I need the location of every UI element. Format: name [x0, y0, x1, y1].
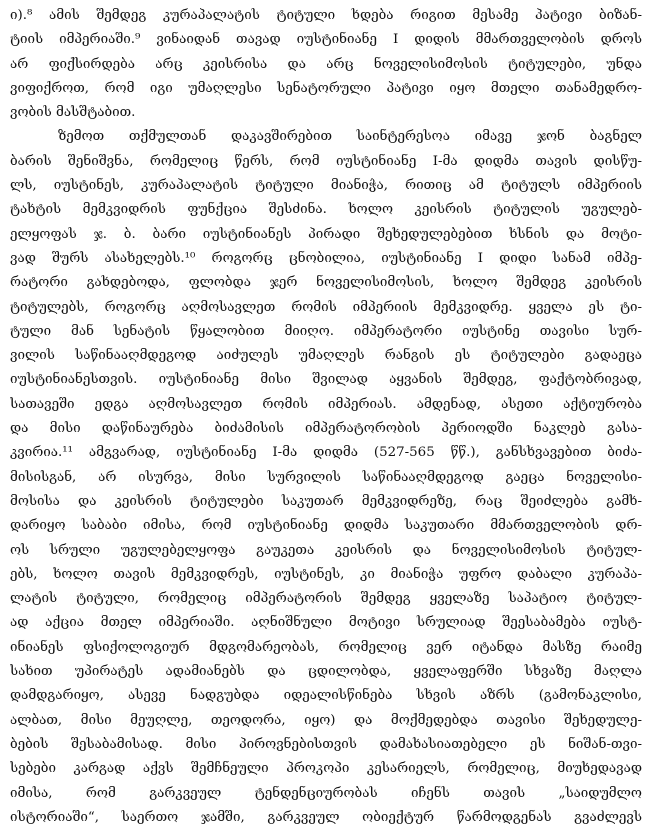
text-line: სახით უპირატეს ადამიანებს და ცდილობდა, ყველაფერში სხვაზე მაღლა	[10, 664, 642, 680]
text-line: ვილის საწინააღმდეგოდ აიძულეს უმაღლეს რანგის ეს ტიტულები გადაეცა	[10, 348, 642, 364]
text-line: ტიის იმპერიაში.⁹ ვინაიდან თავად იუსტინიანე I დიდის მმართველობის დროს	[10, 32, 642, 48]
text-line: მისისგან, არ ისურვა, მისი სურვილის საწინააღმდეგოდ გაეცა ნოველისი-	[10, 469, 642, 485]
text-line: რატორი გახდებოდა, ფლობდა ჯერ ნოველისიმოსის, ხოლო შემდეგ კეისრის	[10, 275, 642, 291]
text-line: ინიანეს ფსიქოლოგიურ მდგომარეობას, რომელიც ვერ იტანდა მასზე რაიმე	[10, 639, 642, 655]
text-line: დარიყო საბაბი იმისა, რომ იუსტინიანე დიდმა საკუთარი მმართველობის დრ-	[10, 518, 642, 534]
text-line: ტული მან სენატის წყალობით მიიღო. იმპერატორი იუსტინე თავისი სურ-	[10, 323, 642, 339]
paragraph-1	[10, 4, 642, 125]
text-line: ვად შურს ასახელებს.¹⁰ როგორც ცნობილია, იუსტინიანე I დიდი სანამ იმპე-	[10, 250, 642, 266]
document-page	[10, 4, 642, 830]
text-line: ბების შესაბამისად. მისი პიროვნებისთვის დამახასიათებელი ეს ნიშან-თვი-	[10, 736, 642, 752]
text-line: ალბათ, მისი მეუღლე, თეოდორა, იყო) და მოქმედებდა თავისი შეხედულე-	[10, 712, 642, 728]
text-line: მოსისა და კეისრის ტიტულები საკუთარ მემკვიდრეზე, რაც შეიძლება გამხ-	[10, 493, 642, 509]
text-line: ლატის ტიტული, რომელიც იმპერატორის შემდეგ ყველაზე საპატიო ტიტულ-	[10, 591, 642, 607]
text-line: არ ფიქსირდება არც კეისრისა და არც ნოველისიმოსის ტიტულები, უნდა	[10, 56, 642, 72]
text-line: ტახტის მემკვიდრის ფუნქცია შესძინა. ხოლო კეისრის ტიტულის უგულებ-	[10, 202, 642, 218]
text-line: ებს, ხოლო თავის მემკვიდრეს, იუსტინეს, კი მიანიჭა უფრო დაბალი კურაპა-	[10, 566, 642, 582]
text-line: იუსტინიანესთვის. იუსტინიანე მისი შვილად აყვანის შემდეგ, ფაქტობრივად,	[10, 372, 642, 388]
text-line: იმისა, რომ გარკვეულ ტენდენციურობას იჩენს თავის „საიდუმლო	[10, 785, 642, 801]
text-line: და მისი დაწინაურება ბიძამისის იმპერატორობის პერიოდში ნაკლებ გასა-	[10, 421, 642, 437]
text-line: დამდგარიყო, ასევე ნადგუბდა იდეალისწინება სხვის აზრს (გამონაკლისი,	[10, 688, 642, 704]
paragraph-2	[10, 125, 642, 830]
text-line: ზემოთ თქმულთან დაკავშირებით საინტერესოა იმავე ჯონ ბაგნელ	[58, 129, 642, 145]
text-line: ვობის მასშტაბით.	[10, 105, 136, 121]
text-line: ად აქცია მთელ იმპერიაში. აღნიშნული მოტივი სრულიად შეესაბამება იუსტ-	[10, 615, 642, 631]
text-line: ისტორიაში“, საერთო ჯამში, გარკვეულ ობიექტურ წარმოდგენას გვაძლევს	[10, 809, 642, 825]
text-line: ი).⁸ ამის შემდეგ კურაპალატის ტიტული ხდება რიგით მესამე პატივი ბიზან-	[10, 8, 642, 23]
text-line: ელყოფას ჯ. ბ. ბარი იუსტინიანეს პირადი შეხედულებებით ხსნის და მოტი-	[10, 226, 642, 242]
text-line: კვირია.¹¹ ამგვარად, იუსტინიანე I-მა დიდმა (527-565 წწ.), განსხვავებით ბიძა-	[10, 445, 642, 461]
text-line: ლს, იუსტინეს, კურაპალატის ტიტული მიანიჭა, რითიც ამ ტიტულს იმპერიის	[10, 178, 642, 194]
text-line: სებები კარგად აქვს შემჩნეული პროკოპი კესარიელს, რომელიც, მიუხედავად	[10, 761, 642, 777]
text-line: სათავეში ედგა აღმოსავლეთ რომის იმპერიას. ამდენად, ასეთი აქტიურობა	[10, 396, 642, 412]
text-line: ბარის შენიშვნა, რომელიც წერს, რომ იუსტინიანე I-მა დიდმა თავის დისწუ-	[10, 153, 642, 169]
text-line: ტიტულებს, როგორც აღმოსავლეთ რომის იმპერიის მემკვიდრე. ყველა ეს ტი-	[10, 299, 642, 315]
text-line: ვიფიქროთ, რომ იგი უმაღლესი სენატორული პატივი იყო მთელი თანამედრო-	[10, 80, 642, 96]
text-line: ოს სრული უგულებელყოფა გაუკეთა კეისრის და ნოველისიმოსის ტიტულ-	[10, 542, 642, 558]
